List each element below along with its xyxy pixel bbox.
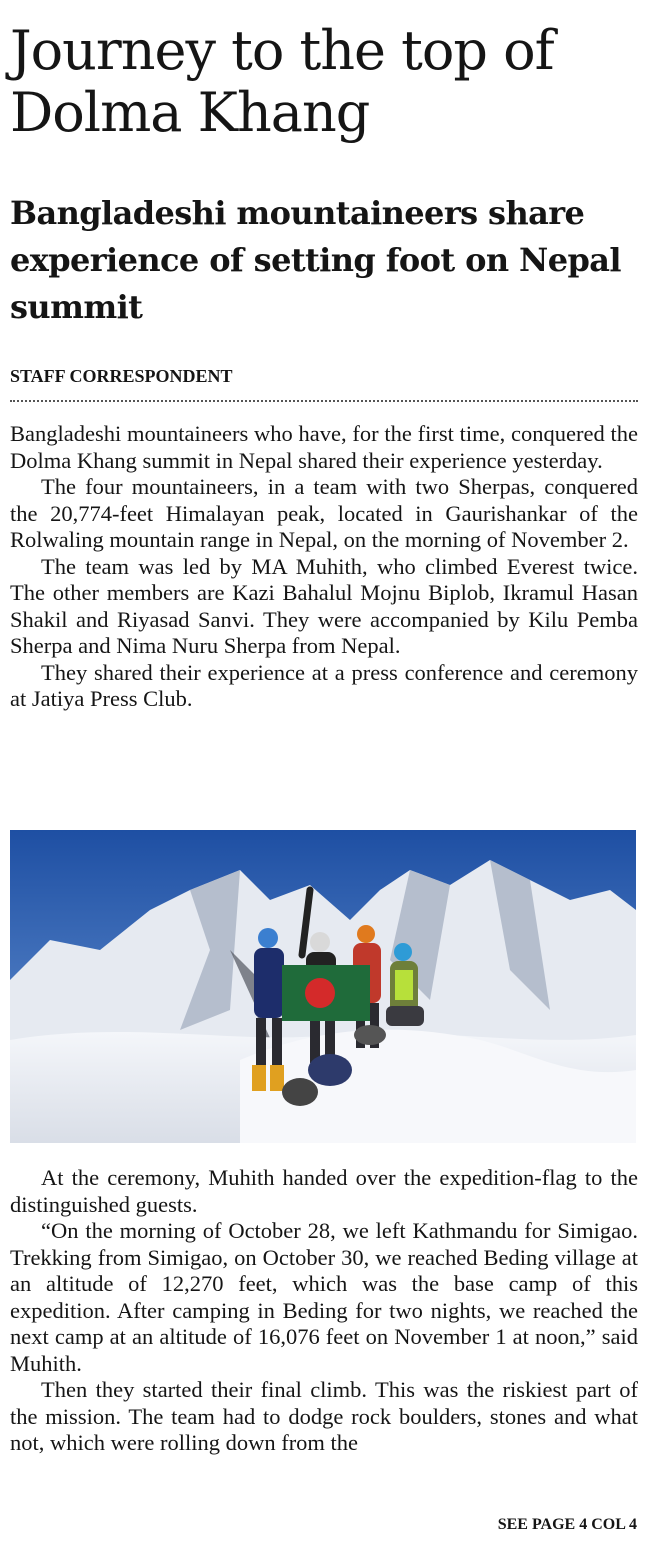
- headline: Journey to the top of Dolma Khang: [10, 19, 554, 144]
- summit-photo: [10, 830, 636, 1143]
- dotted-divider: [10, 400, 638, 402]
- paragraph: Bangladeshi mountaineers who have, for the first time, conquered the Dolma Khang summit in Nepal shared their experience yesterday.: [10, 421, 638, 473]
- paragraph: They shared their experience at a press conference and ceremony at Jatiya Press Club.: [10, 659, 638, 711]
- article-body-top: [10, 421, 638, 713]
- subheadline: Bangladeshi mountaineers share experience of setting foot on Nepal summit: [10, 194, 621, 326]
- byline: STAFF CORRESPONDENT: [10, 366, 233, 386]
- summit-photo-illustration: [10, 830, 636, 1143]
- paragraph: At the ceremony, Muhith handed over the expedition-flag to the distinguished guests.: [10, 1165, 638, 1217]
- bangladesh-flag: [282, 965, 370, 1021]
- paragraph: The four mountaineers, in a team with two Sherpas, conquered the 20,774-feet Himalayan peak, located in Gaurishankar of the Rolwaling mountain range in Nepal, on the morning of November 2.: [10, 474, 638, 552]
- paragraph: Then they started their final climb. This was the riskiest part of the mission. The team had to dodge rock boulders, stones and what not, which were rolling down from the: [10, 1377, 638, 1455]
- continuation-reference: SEE PAGE 4 COL 4: [497, 1516, 637, 1533]
- paragraph: The team was led by MA Muhith, who climbed Everest twice. The other members are Kazi Bahalul Mojnu Biplob, Ikramul Hasan Shakil and Riyasad Sanvi. They were accompanied by Kilu Pemba Sherpa and Nima Nuru Sherpa from Nepal.: [10, 553, 638, 658]
- article-body-bottom: [10, 1165, 638, 1457]
- paragraph: “On the morning of October 28, we left Kathmandu for Simigao. Trekking from Simigao, on October 30, we reached Beding village at an altitude of 12,270 feet, which was the base camp of this expedition. After camping in Beding for two nights, we reached the next camp at an altitude of 16,076 feet on November 1 at noon,” said Muhith.: [10, 1218, 638, 1376]
